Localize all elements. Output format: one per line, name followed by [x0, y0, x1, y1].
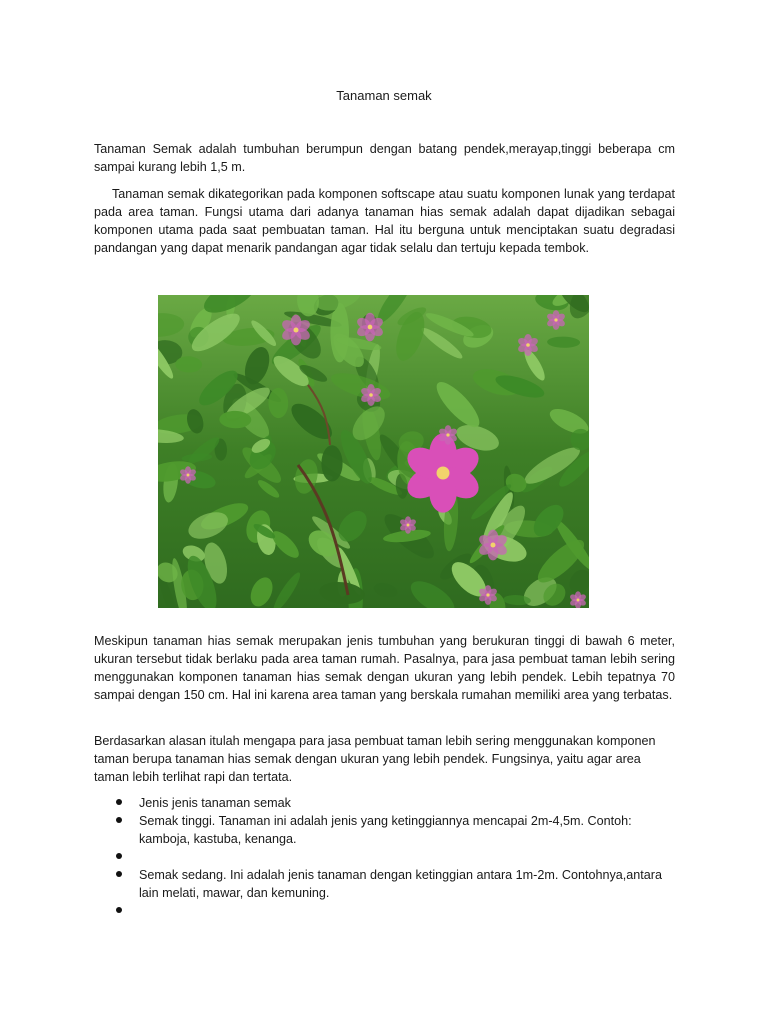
list-item — [116, 848, 676, 866]
paragraph-softscape: Tanaman semak dikategorikan pada komponen softscape atau suatu komponen lunak yang terdapat pada area taman. Fungsi utama dari adanya tanaman hias semak adalah dapat dijadikan sebagai komponen utama pada saat pembuatan taman. Hal itu berguna untuk menciptakan suatu degradasi pandangan yang dapat menarik pandangan agar tidak selalu dan tertuju kepada tembok. — [94, 187, 675, 255]
shrub-types-list — [116, 794, 676, 920]
bullet-icon — [116, 871, 122, 877]
bullet-icon — [116, 907, 122, 913]
document-title: Tanaman semak — [336, 88, 432, 103]
list-item: Semak sedang. Ini adalah jenis tanaman dengan ketinggian antara 1m-2m. Contohnya,antara lain melati, mawar, dan kemuning. — [116, 866, 676, 902]
shrub-flower-photo — [158, 295, 589, 608]
bullet-icon — [116, 853, 122, 859]
list-item — [116, 902, 676, 920]
paragraph-height: Meskipun tanaman hias semak merupakan jenis tumbuhan yang berukuran tinggi di bawah 6 meter, ukuran tersebut tidak berlaku pada area taman rumah. Pasalnya, para jasa pembuat taman lebih sering menggunakan komponen tanaman hias semak dengan ukuran yang lebih pendek. Lebih tepatnya 70 sampai dengan 150 cm. Hal ini karena area taman yang berskala rumahan memiliki area yang terbatas. — [94, 634, 675, 702]
bullet-icon — [116, 799, 122, 805]
list-item: Semak tinggi. Tanaman ini adalah jenis yang ketinggiannya mencapai 2m-4,5m. Contoh: kamboja, kastuba, kenanga. — [116, 812, 676, 848]
paragraph-definition: Tanaman Semak adalah tumbuhan berumpun dengan batang pendek,merayap,tinggi beberapa cm sampai kurang lebih 1,5 m. — [94, 142, 675, 174]
flower-photo-illustration — [158, 295, 589, 608]
list-item: Jenis jenis tanaman semak — [116, 794, 676, 812]
bullet-icon — [116, 817, 122, 823]
paragraph-reason: Berdasarkan alasan itulah mengapa para jasa pembuat taman lebih sering menggunakan komponen taman berupa tanaman hias semak dengan ukuran yang lebih pendek. Fungsinya, yaitu agar area taman lebih terlihat rapi dan tertata. — [94, 734, 656, 784]
